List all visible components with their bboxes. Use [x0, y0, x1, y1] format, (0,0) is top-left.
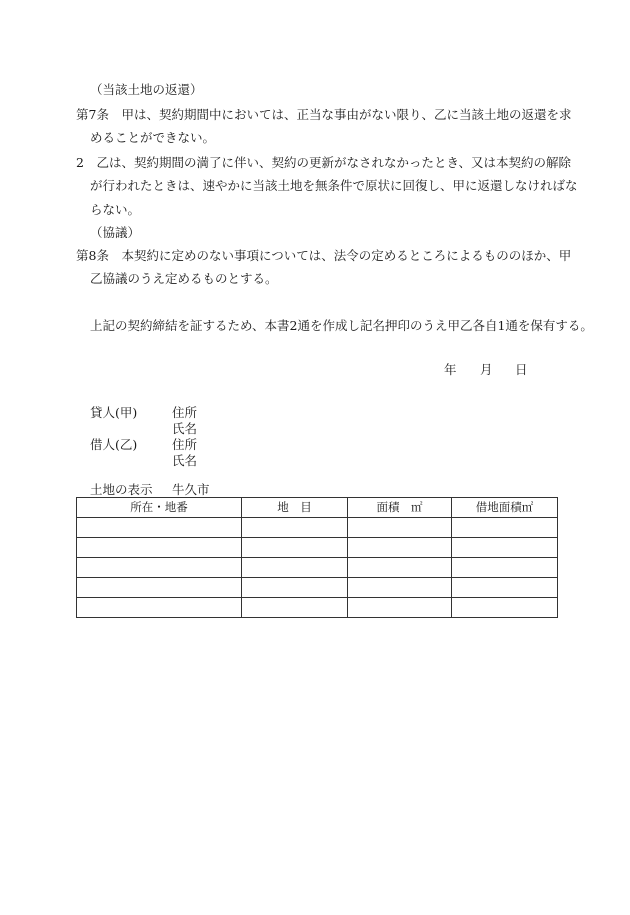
table-row	[77, 538, 558, 558]
column-header-location: 所在・地番	[77, 498, 242, 518]
closing-statement: 上記の契約締結を証するため、本書2通を作成し記名押印のうえ甲乙各自1通を保有する。	[90, 318, 593, 333]
table-row	[77, 518, 558, 538]
table-cell	[242, 578, 348, 598]
table-cell	[77, 558, 242, 578]
article7-para2-line3: らない。	[90, 202, 141, 217]
table-cell	[77, 578, 242, 598]
table-cell	[348, 558, 452, 578]
table-row	[77, 598, 558, 618]
table-cell	[77, 598, 242, 618]
table-cell	[242, 518, 348, 538]
article7-para2-line2: が行われたときは、速やかに当該土地を無条件で原状に回復し、甲に返還しなければな	[90, 178, 578, 193]
lessee-name-label: 氏名	[172, 453, 198, 468]
column-header-land-category: 地 目	[242, 498, 348, 518]
lessor-label: 貸人(甲)	[90, 405, 138, 420]
date-year: 年	[444, 362, 457, 377]
article8-text-line2: 乙協議のうえ定めるものとする。	[90, 271, 278, 286]
table-cell	[348, 518, 452, 538]
table-cell	[452, 538, 558, 558]
table-cell	[452, 518, 558, 538]
table-row	[77, 578, 558, 598]
table-cell	[348, 598, 452, 618]
table-cell	[242, 598, 348, 618]
table-cell	[348, 538, 452, 558]
article7-text-line1: 第7条 甲は、契約期間中においては、正当な事由がない限り、乙に当該土地の返還を求	[76, 107, 572, 122]
column-header-area: 面積 ㎡	[348, 498, 452, 518]
table-row	[77, 558, 558, 578]
table-cell	[242, 538, 348, 558]
table-cell	[77, 518, 242, 538]
date-day: 日	[515, 362, 528, 377]
date-month: 月	[480, 362, 493, 377]
column-header-leased-area: 借地面積㎡	[452, 498, 558, 518]
land-table	[76, 497, 558, 618]
lessor-name-label: 氏名	[172, 421, 198, 436]
land-city: 牛久市	[172, 482, 210, 497]
lessee-label: 借人(乙)	[90, 437, 138, 452]
lessee-address-label: 住所	[172, 437, 198, 452]
table-cell	[348, 578, 452, 598]
article8-text-line1: 第8条 本契約に定めのない事項については、法令の定めるところによるもののほか、甲	[76, 248, 572, 263]
table-cell	[452, 598, 558, 618]
table-cell	[452, 558, 558, 578]
land-table-header-row	[77, 498, 558, 518]
table-cell	[242, 558, 348, 578]
table-cell	[452, 578, 558, 598]
land-display-label: 土地の表示	[90, 482, 153, 497]
table-cell	[77, 538, 242, 558]
article7-heading: （当該土地の返還）	[90, 82, 203, 97]
article7-para2-line1: 2 乙は、契約期間の満了に伴い、契約の更新がなされなかったとき、又は本契約の解除	[76, 155, 571, 170]
article8-heading: （協議）	[90, 225, 141, 240]
article7-text-line2: めることができない。	[90, 130, 216, 145]
lessor-address-label: 住所	[172, 405, 198, 420]
